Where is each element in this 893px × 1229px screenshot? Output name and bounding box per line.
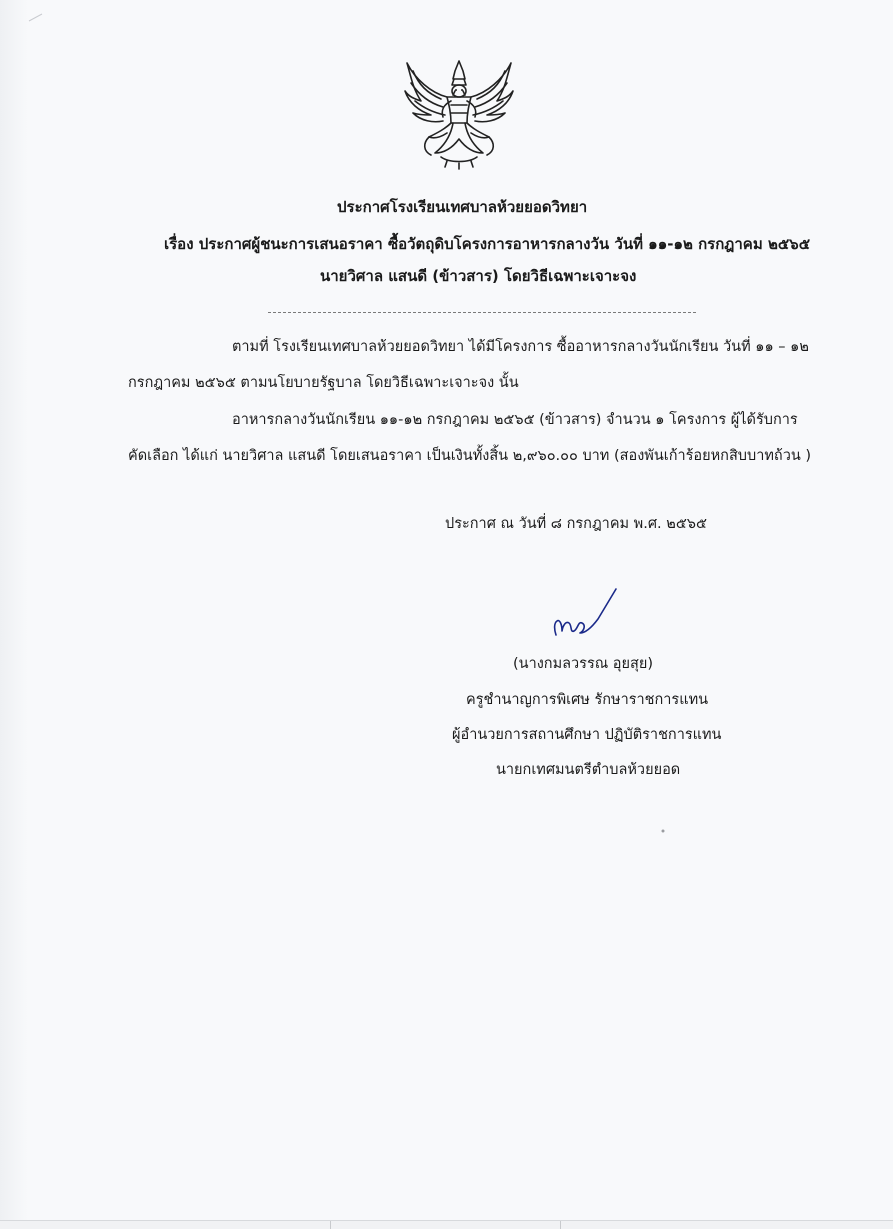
scan-bottom-strip: [0, 1220, 893, 1229]
scan-left-edge: [0, 0, 28, 1229]
signatory-name: (นางกมลวรรณ อุยสุย): [513, 656, 654, 672]
strip-divider: [330, 1221, 331, 1229]
handwritten-signature-icon: [548, 583, 622, 643]
announcement-subject-line2: นายวิศาล แสนดี (ข้าวสาร) โดยวิธีเฉพาะเจาะจง: [320, 267, 637, 285]
paragraph2-line1: อาหารกลางวันนักเรียน ๑๑-๑๒ กรกฎาคม ๒๕๖๕ (ข้าวสาร) จำนวน ๑ โครงการ ผู้ได้รับการ: [232, 412, 798, 428]
scan-speck-icon: [660, 828, 666, 834]
paragraph1-line1: ตามที่ โรงเรียนเทศบาลห้วยยอดวิทยา ได้มีโครงการ ซื้ออาหารกลางวันนักเรียน วันที่ ๑๑ – ๑๒: [232, 339, 809, 355]
signatory-position3: นายกเทศมนตรีตำบลห้วยยอด: [496, 762, 681, 778]
garuda-emblem-icon: [401, 57, 517, 170]
signatory-position2: ผู้อำนวยการสถานศึกษา ปฏิบัติราชการแทน: [452, 727, 722, 743]
corner-mark-icon: [28, 12, 44, 22]
announcement-title: ประกาศโรงเรียนเทศบาลห้วยยอดวิทยา: [337, 198, 588, 216]
strip-divider: [560, 1221, 561, 1229]
paragraph1-line2: กรกฎาคม ๒๕๖๕ ตามนโยบายรัฐบาล โดยวิธีเฉพาะเจาะจง นั้น: [128, 375, 519, 391]
announcement-subject: เรื่อง ประกาศผู้ชนะการเสนอราคา ซื้อวัตถุดิบโครงการอาหารกลางวัน วันที่ ๑๑-๑๒ กรกฎาคม ๒๕๖๕: [164, 235, 811, 253]
paragraph2-line2: คัดเลือก ได้แก่ นายวิศาล แสนดี โดยเสนอราคา เป็นเงินทั้งสิ้น ๒,๙๖๐.๐๐ บาท (สองพันเก้าร้อยหกสิบบาทถ้วน ): [128, 448, 812, 464]
announcement-date: ประกาศ ณ วันที่ ๘ กรกฎาคม พ.ศ. ๒๕๖๕: [445, 516, 707, 532]
header-divider: [268, 312, 696, 313]
signatory-position1: ครูชำนาญการพิเศษ รักษาราชการแทน: [466, 692, 709, 708]
